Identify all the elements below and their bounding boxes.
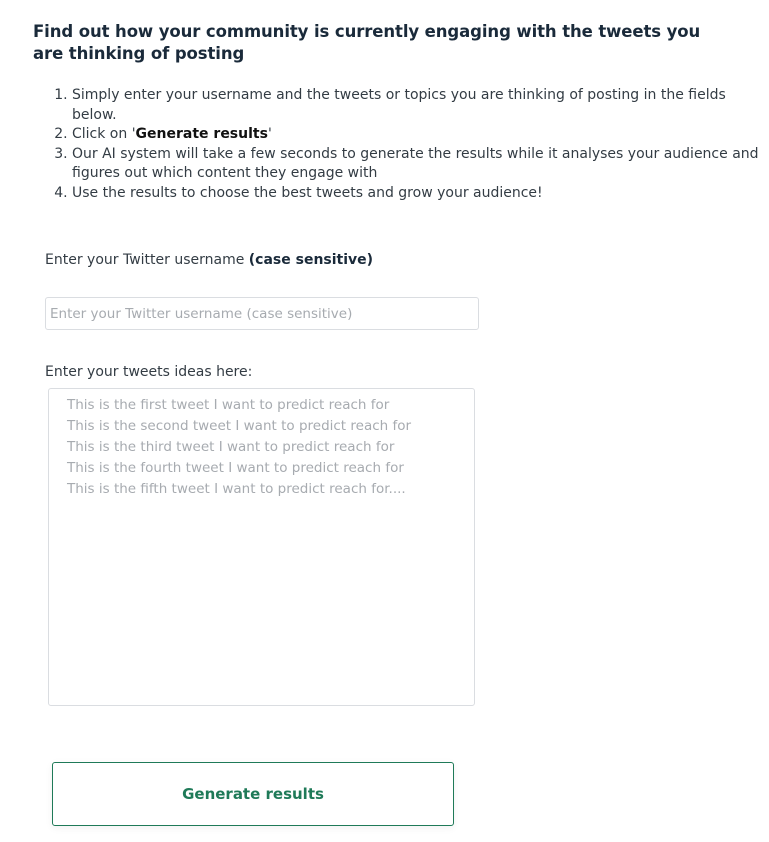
username-label-text: Enter your Twitter username <box>45 252 249 268</box>
tweets-label: Enter your tweets ideas here: <box>45 364 253 380</box>
tweet-placeholder-line: This is the first tweet I want to predict reach for <box>67 397 390 413</box>
page-heading: Find out how your community is currently engaging with the tweets you are thinking of posting <box>33 22 701 63</box>
step-text: ' <box>267 126 272 143</box>
generate-results-button[interactable]: Generate results <box>52 762 454 826</box>
instruction-step: 3. Our AI system will take a few seconds to generate the results while it analyses your audience and figures out which content they engage with <box>72 145 769 184</box>
tweet-placeholder-line: This is the third tweet I want to predict reach for <box>67 439 395 455</box>
step-highlight: Generate results <box>135 126 268 143</box>
step-text: Click on ' <box>72 126 136 143</box>
tweet-placeholder-line: This is the second tweet I want to predict reach for <box>67 418 412 434</box>
instruction-step <box>72 125 769 145</box>
username-input[interactable] <box>45 297 479 330</box>
tweets-textarea[interactable] <box>48 388 475 706</box>
instructions-list <box>33 86 769 204</box>
username-label-note: (case sensitive) <box>248 252 374 268</box>
tweet-placeholder-line: This is the fourth tweet I want to predict reach for <box>67 460 404 476</box>
username-label <box>45 251 373 269</box>
tweet-placeholder-line: This is the fifth tweet I want to predict reach for.... <box>67 481 406 497</box>
instruction-step: 4. Use the results to choose the best tweets and grow your audience! <box>72 184 769 204</box>
instruction-step: 1. Simply enter your username and the tweets or topics you are thinking of posting in the fields below. <box>72 86 769 125</box>
